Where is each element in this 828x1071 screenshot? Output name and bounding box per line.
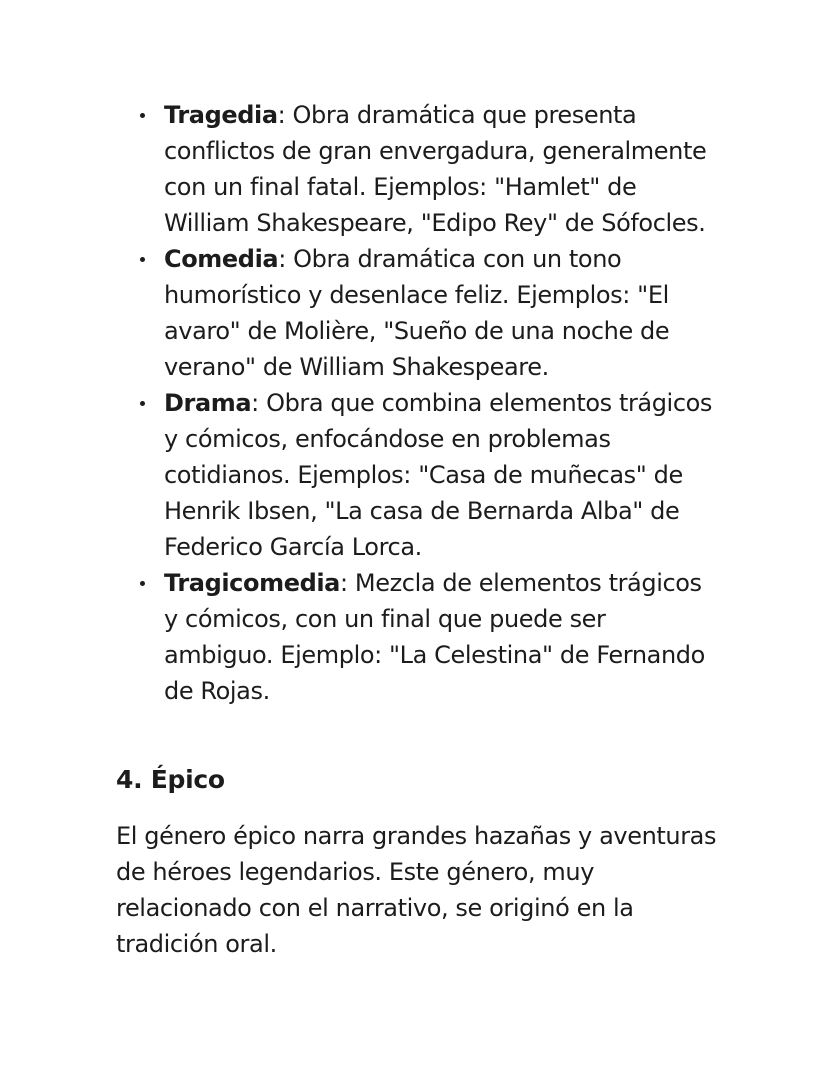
bullet-icon [140,401,145,406]
list-item-tragedia [0,97,828,241]
list-item-term: Tragicomedia [164,569,340,597]
list-item-term: Tragedia [164,101,278,129]
bullet-icon [140,257,145,262]
list-item-description: : Obra dramática con un tono humorístico y desenlace feliz. Ejemplos: "El avaro" de Molière, "Sueño de una noche de verano" de William Shakespeare. [164,245,670,381]
section-heading: 4. Épico [116,765,225,794]
list-item-description: : Obra que combina elementos trágicos y cómicos, enfocándose en problemas cotidianos. Ejemplos: "Casa de muñecas" de Henrik Ibsen, "La casa de Bernarda Alba" de Federico García Lorca. [164,389,713,561]
list-item-term: Comedia [164,245,279,273]
bullet-icon [140,581,145,586]
list-item-description: : Obra dramática que presenta conflictos de gran envergadura, generalmente con un final fatal. Ejemplos: "Hamlet" de William Shakespeare, "Edipo Rey" de Sófocles. [164,101,707,237]
list-item-description: : Mezcla de elementos trágicos y cómicos, con un final que puede ser ambiguo. Ejemplo: "La Celestina" de Fernando de Rojas. [164,569,705,705]
list-item-comedia [0,241,828,385]
dramatic-subgenre-list [0,97,828,709]
list-item-term: Drama [164,389,252,417]
list-item-tragicomedia [0,565,828,709]
section-paragraph: El género épico narra grandes hazañas y aventuras de héroes legendarios. Este género, muy relacionado con el narrativo, se originó en la tradición oral. [116,822,717,958]
bullet-icon [140,113,145,118]
list-item-drama [0,385,828,565]
